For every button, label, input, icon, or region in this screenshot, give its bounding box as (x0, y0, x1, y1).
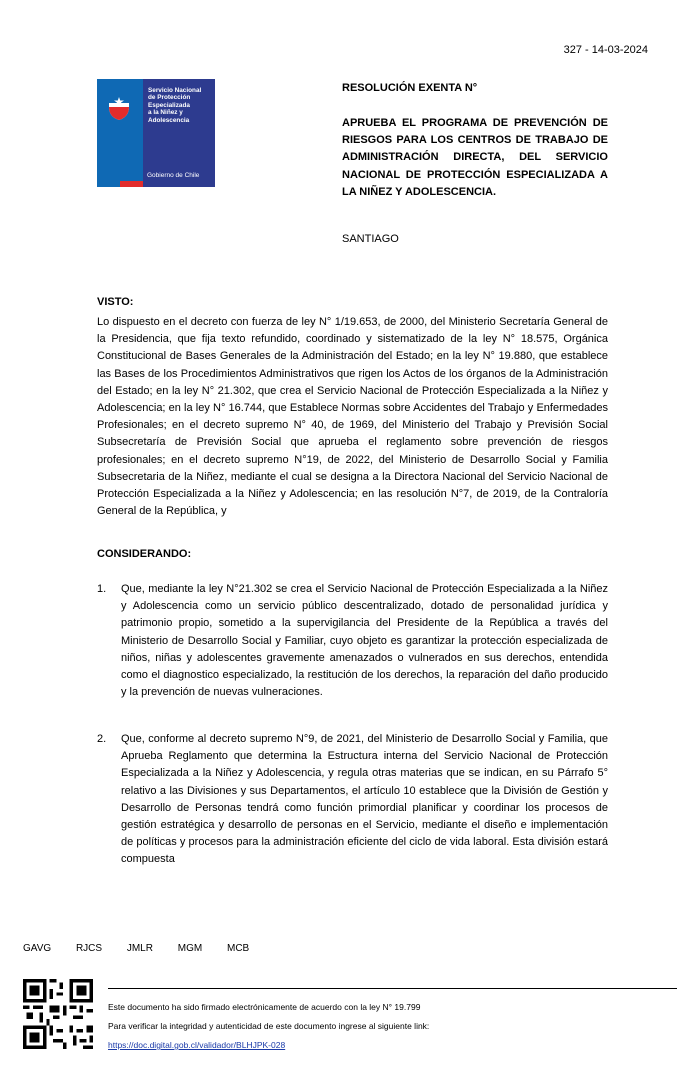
document-stamp: 327 - 14-03-2024 (563, 44, 648, 56)
visto-paragraph: Lo dispuesto en el decreto con fuerza de ley N° 1/19.653, de 2000, del Ministerio Secretaría General de la Presidencia, que fija texto refundido, coordinado y sistematizado de la ley N° 18.575, Orgánica Constitucional de Bases Generales de la Administración del Estado; en la ley N° 19.880, que establece las Bases de los Procedimientos Administrativos que rigen los Actos de los órganos de la Administración del Estado; en la ley N° 21.302, que crea el Servicio Nacional de Protección Especializada a la Niñez y Adolescencia; en la ley N° 16.744, que Establece Normas sobre Accidentes del Trabajo y Enfermedades Profesionales; en el decreto supremo N° 40, de 1969, del Ministerio del Trabajo y Previsión Social Subsecretaría de Previsión Social que aprueba el reglamento sobre prevención de riesgos profesionales; en el decreto supremo N°19, de 2022, del Ministerio de Desarrollo Social y Familia Subsecretaria de la Niñez, mediante el cual se designa a la Directora Nacional del Servicio Nacional de Protección Especializada a la Niñez y Adolescencia; en las resolución N°7, de 2019, de la Contraloría General de la República, y (97, 316, 608, 518)
signature-divider (108, 988, 677, 989)
considerando-heading: CONSIDERANDO: (97, 548, 192, 560)
resolution-city: SANTIAGO (342, 233, 399, 245)
initials-row (23, 943, 271, 954)
qr-code-icon (23, 979, 93, 1049)
signature-block (108, 998, 429, 1055)
initials-item: RJCS (75, 943, 103, 954)
logo-flag-bar (97, 181, 143, 187)
visto-heading: VISTO: (97, 296, 134, 308)
signature-verify-instructions: Para verificar la integridad y autenticidad de este documento ingrese al siguiente link: (108, 1021, 430, 1031)
item-text: Que, mediante la ley N°21.302 se crea el Servicio Nacional de Protección Especializada a la Niñez y Adolescencia como un servicio público descentralizado, dotado de personalidad jurídica y patrimonio propio, sometido a la supervigilancia del Presidente de la República a través del Ministerio de Desarrollo Social y Familiar, cuyo objeto es garantizar la protección especializada de niños, niñas y adolescentes gravemente amenazados o vulnerados en sus derechos, entendida como el diagnostico especializado, la restitución de los derechos, la reparación del daño producido y la prevención de nuevas vulneraciones. (121, 583, 608, 699)
institution-logo (97, 79, 215, 187)
verification-link[interactable]: https://doc.digital.gob.cl/validador/BLHJPK-028 (108, 1040, 286, 1050)
considerando-item (97, 581, 608, 701)
item-number: 2. (97, 733, 107, 745)
resolution-title: RESOLUCIÓN EXENTA N° (342, 82, 478, 94)
resolution-subject: APRUEBA EL PROGRAMA DE PREVENCIÓN DE RIESGOS PARA LOS CENTROS DE TRABAJO DE ADMINISTRACIÓN DIRECTA, DEL SERVICIO NACIONAL DE PROTECCIÓN ESPECIALIZADA A LA NIÑEZ Y ADOLESCENCIA. (342, 117, 608, 198)
signature-statement: Este documento ha sido firmado electrónicamente de acuerdo con la ley N° 19.799 (108, 1002, 421, 1012)
item-text: Que, conforme al decreto supremo N°9, de 2021, del Ministerio de Desarrollo Social y Familia, que Aprueba Reglamento que determina la Estructura interna del Servicio Nacional de Protección Especializada a la Niñez y Adolescencia, y regula otras materias que se indican, en su Párrafo 5° relativo a las Divisiones y sus Departamentos, el artículo 10 establece que la División de Gestión y Desarrollo de Personas tendrá como función primordial planificar y coordinar los procesos de gestión estratégica y desarrollo de personas en el Servicio, mediante el diseño e implementación de políticas y procesos para la administración eficiente del ciclo de vida laboral. Esta división estará compuesta (121, 733, 608, 866)
logo-text-panel (143, 79, 215, 187)
item-number: 1. (97, 583, 107, 595)
logo-emblem-panel (97, 79, 143, 187)
logo-org-name: Servicio Nacional de Protección Especializada a la Niñez y Adolescencia (148, 87, 202, 124)
considerando-item (97, 731, 608, 869)
coat-of-arms-icon (107, 93, 131, 121)
initials-item: MGM (177, 943, 203, 954)
initials-item: MCB (226, 943, 250, 954)
initials-item: JMLR (126, 943, 153, 954)
logo-gobierno-label: Gobierno de Chile (147, 172, 200, 179)
initials-item: GAVG (23, 943, 52, 954)
